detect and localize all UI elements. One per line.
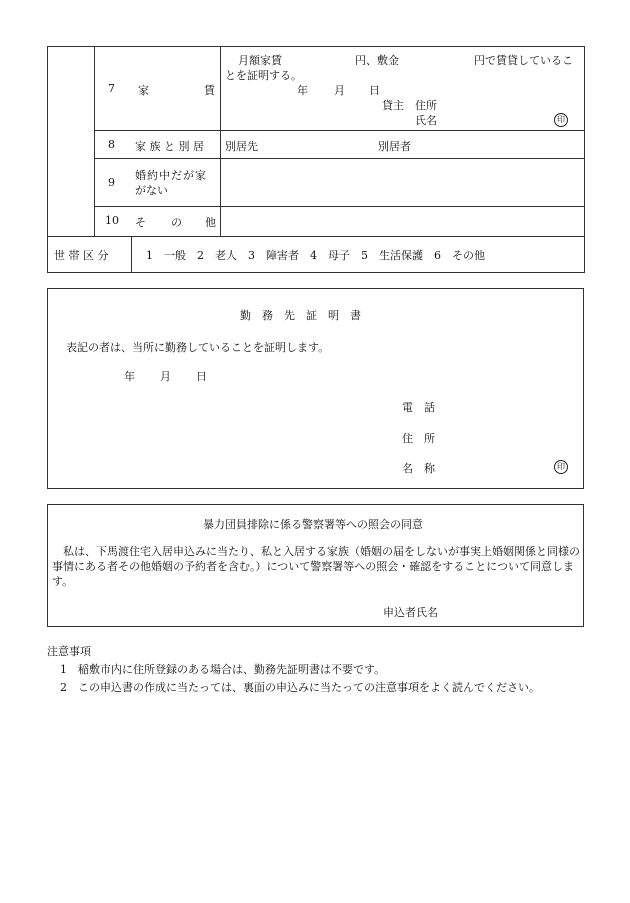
date-day: 日 [369,84,380,97]
address-label: 住 所 [402,432,435,445]
date-month: 月 [334,84,345,97]
landlord-address-label: 住所 [415,99,437,112]
landlord-name-label: 氏名 [415,114,437,127]
row-label: 婚約中だが家 [135,169,207,182]
employment-title: 勤 務 先 証 明 書 [240,309,361,322]
row-label: がない [135,184,168,197]
row-label: 家 [138,84,149,97]
row-label: 家 族 と 別 居 [135,140,204,153]
seal-icon: 印 [554,113,568,127]
row-number: 8 [108,138,115,151]
rent-statement-end: 円で賃貸しているこ [474,54,573,67]
seal-icon: 印 [554,460,568,474]
separate-person-label: 別居者 [378,140,411,153]
row-number: 9 [108,176,115,189]
row-label: そ [135,216,146,229]
date-year: 年 [124,370,135,383]
date-month: 月 [160,370,171,383]
note-item: 1 稲敷市内に住所登録のある場合は、勤務先証明書は不要です。 [60,663,386,676]
consent-title: 暴力団員排除に係る警察署等への照会の同意 [203,518,423,531]
employment-certificate [47,288,584,489]
row-label: 他 [205,216,216,229]
date-day: 日 [196,370,207,383]
rent-statement-cont: とを証明する。 [225,69,302,82]
applicant-name-label: 申込者氏名 [383,606,438,619]
consent-body: 私は、下馬渡住宅入居申込みに当たり、私と入居する家族（婚姻の届をしないが事実上婚姻関係と同様の事情にある者その他婚姻の予約者を含む。）について警察署等への照会・確認をすることについて同意します。 [52,545,580,588]
police-inquiry-consent [47,504,584,627]
note-item: 2 この申込書の作成に当たっては、裏面の申込みに当たっての注意事項をよく読んでください。 [60,681,540,694]
landlord-label: 貸主 [382,99,404,112]
employment-statement: 表記の者は、当所に勤務していることを証明します。 [66,341,330,354]
notes-heading: 注意事項 [47,645,91,658]
monthly-rent-label: 月額家賃 [238,54,282,67]
household-options: 1 一般 2 老人 3 障害者 4 母子 5 生活保護 6 その他 [146,249,485,262]
separate-address-label: 別居先 [225,140,258,153]
row-label: の [171,216,182,229]
deposit-label: 円、敷金 [355,54,399,67]
row-label: 賃 [204,84,215,97]
row-number: 10 [105,214,119,227]
household-label: 世 帯 区 分 [54,249,109,262]
phone-label: 電 話 [402,401,435,414]
date-year: 年 [297,84,308,97]
company-name-label: 名 称 [402,462,435,475]
row-number: 7 [108,82,115,95]
